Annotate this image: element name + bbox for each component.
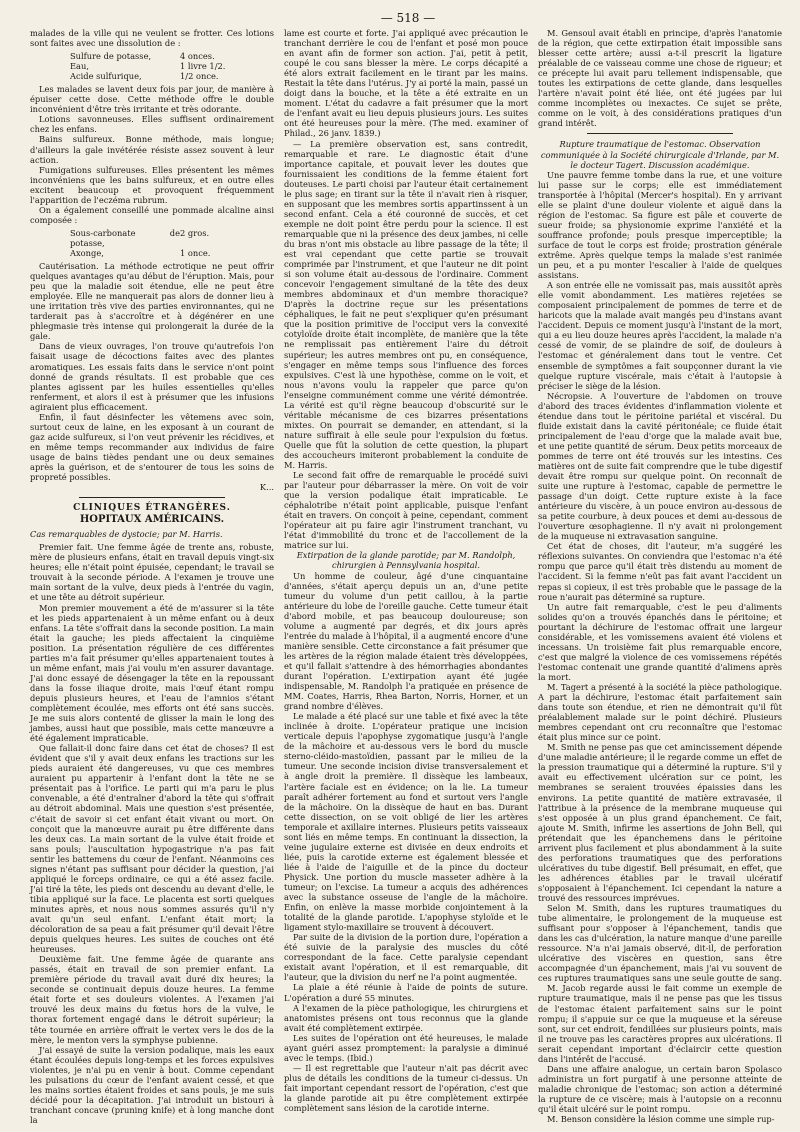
paragraph: Cet état de choses, dit l'auteur, m'a suggéré les réflexions suivantes. On conviendra que l'estomac n'a été rompu que parce qu'il était très distendu au moment de l'accident. Si la femme n'eût pas fait avant l'accident un repas si copieux, il est très probable que le passage de la roue n'aurait pas déterminé sa rupture. (538, 541, 782, 602)
paragraph: La plaie a été réunie à l'aide de points de suture. L'opération a duré 55 minutes. (284, 982, 528, 1003)
column-2 (284, 28, 528, 1125)
paragraph: Nécropsie. A l'ouverture de l'abdomen on trouve d'abord des traces évidentes d'inflammation violente et étendue dans tout le péritoine pariétal et viscéral. Du fluide existait dans la cavité péritonéale; ce fluide était principalement de l'eau d'orge que la malade avait bue, et une petite quantité de sérum. Deux petits morceaux de pommes de terre ont été trouvés sur les intestins. Ces matières ont de suite fait comprendre que le tube digestif devait être rompu sur quelque point. On reconnaît de suite une rupture à l'estomac, capable de permettre le passage d'un doigt. Cette rupture existe à la face antérieure du viscère, à un pouce environ au-dessous de sa petite courbure, à deux pouces et demi au-dessous de l'ouverture œsophagienne. Il n'y avait ni prolongement de la muqueuse ni extravasation sanguine. (538, 390, 782, 542)
paragraph: — Il est regrettable que l'auteur n'ait pas décrit avec plus de détails les conditions de la tumeur ci-dessus. Un fait important cependant ressort de l'opération, c'est que la glande parotide ait pu être complètement extirpée complètement sans lésion de la carotide interne. (284, 1062, 528, 1114)
paragraph: Les suites de l'opération ont été heureuses, le malade ayant guéri assez promptement: la paralysie a diminué avec le temps. (Ibid.) (284, 1032, 528, 1063)
divider (79, 497, 225, 498)
recipe-list (30, 51, 274, 81)
paragraph: Cautérisation. La méthode ectrotique ne peut offrir quelques avantages qu'au début de l'éruption. Mais, pour peu que la maladie soit étendue, elle ne peut être employée. Elle ne manquerait pas alors de donner lieu à une irritation très vive des parties environnantes, qui ne tarderait pas à s'accroître et à dégénérer en une phlegmasie très intense qui prolongerait la durée de la gale. (30, 261, 274, 342)
paragraph: Mon premier mouvement a été de m'assurer si la tête et les pieds appartenaient à un même enfant ou à deux enfans. La tête s'offrait dans la seconde position. La main était la gauche; les pieds affectaient la cinquième position. La présentation régulière de ces différentes parties m'a fait présumer qu'elles appartenaient toutes à un même enfant, mais j'ai voulu m'en assurer davantage. J'ai donc essayé de désengager la tête en la repoussant dans la fosse iliaque droite, mais l'œuf étant rompu depuis plusieurs heures, et l'eau de l'amnios s'étant complètement écoulée, mes efforts ont été sans succès. Je me suis alors contenté de glisser la main le long des jambes, aussi haut que possible, mais cette manœuvre a été également impraticable. (30, 602, 274, 744)
paragraph: malades de la ville qui ne veulent se frotter. Ces lotions sont faites avec une dissolution de : (30, 28, 274, 49)
paragraph: Deuxième fait. Une femme âgée de quarante ans passés, était en travail de son premier enfant. La première période du travail avait duré dix heures; la seconde se continuait depuis douze heures. La femme était forte et ses douleurs violentes. A l'examen j'ai trouvé les deux mains du fœtus hors de la vulve, le thorax fortement engagé dans le détroit supérieur; la tête tournée en arrière offrait le vertex vers le dos de la mère, le menton vers la symphyse pubienne. (30, 954, 274, 1045)
paragraph: M. Smith ne pense pas que cet amincissement dépende d'une maladie antérieure; il le regarde comme un effet de la pression traumatique qui a déterminé la rupture. S'il y avait eu effectivement ulcération sur ce point, les membranes se seraient trouvées épaissies dans les environs. La petite quantité de matière extravasée, il l'attribue à la présence de la membrane muqueuse qui s'est opposée à un plus grand épanchement. Ce fait, ajoute M. Smith, infirme les assertions de John Bell, qui prétendait que les épanchemens dans le péritoine arrivent plus facilement et plus abondamment à la suite des perforations traumatiques que des perforations ulcératives du tube digestif. Bell présumait, en effet, que les adhérences établies par le travail ulcératif s'opposaient à l'épanchement. Ici cependant la nature a trouvé des ressources imprévues. (538, 742, 782, 903)
paragraph: Premier fait. Une femme âgée de trente ans, robuste, mère de plusieurs enfans, était en travail depuis vingt-six heures; elle n'était point épuisée, cependant; le travail se trouvait à la seconde période. A l'examen je trouve une main sortant de la vulve, deux pieds à l'entrée du vagin, et une tête au détroit supérieur. (30, 542, 274, 603)
paragraph: Le malade a été placé sur une table et fixé avec la tête inclinée à droite. L'opérateur pratique une incision verticale depuis l'apophyse zygomatique jusqu'à l'angle de la mâchoire et au-dessous vers le bord du muscle sterno-cléido-mastoïdien, passant par le milieu de la tumeur. Une seconde incision divise transversalement et à angle droit la première. Il dissèque les lambeaux, l'artère faciale est en évidence; on la lie. La tumeur paraît adhérer fortement au fond et surtout vers l'angle de la mâchoire. On la dissèque de haut en bas. Durant cette dissection, on se voit obligé de lier les artères temporale et axillaire internes. Plusieurs petits vaisseaux sont liés en même temps. En continuant la dissection, la veine jugulaire externe est divisée en deux endroits et liée, puis la carotide externe est également blessée et liée à l'aide de l'aiguille et de la pince du docteur Physick. Une portion du muscle masseter adhère à la tumeur; on l'excise. La tumeur a acquis des adhérences avec la substance osseuse de l'angle de la mâchoire. Enfin, on enlève la masse morbide conjointement à la totalité de la glande parotide. L'apophyse styloïde et le ligament stylo-maxillaire se trouvent à découvert. (284, 711, 528, 933)
recipe-item: Sous-carbonate de potasse, 2 gros. (70, 227, 210, 248)
case-title: Cas remarquables de dystocie; par M. Harris. (30, 529, 223, 540)
recipe-item: Acide sulfurique, 1/2 once. (70, 71, 219, 82)
paragraph: Selon M. Smith, dans les ruptures traumatiques du tube alimentaire, le prolongement de la muqueuse est suffisant pour s'opposer à l'épanchement, tandis que dans les cas d'ulcération, la nature manque d'une pareille ressource. N'a n'ai jamais observé, dit-il, de perforation ulcérative des viscères en question, sans être accompagnée d'un épanchement, mais j'ai vu souvent de ces ruptures traumatiques sans une seule goutte de sang. (538, 903, 783, 984)
paragraph: M. Tagert a présenté à la société la pièce pathologique. A part la déchirure, l'estomac était parfaitement sain dans toute son étendue, et rien ne démontrait qu'il fût préalablement malade sur le point déchiré. Plusieurs membres cependant ont cru reconnaître que l'estomac était plus mince sur ce point. (538, 682, 782, 743)
section-subtitle: HOPITAUX AMÉRICAINS. (79, 514, 225, 526)
paragraph: A son entrée elle ne vomissait pas, mais aussitôt après elle vomit abondamment. Les matières rejetées se composaient principalement de pommes de terre et de haricots que la malade avait mangés peu d'instans avant l'accident. Depuis ce moment jusqu'à l'instant de la mort, qui a eu lieu douze heures après l'accident, la malade n'a cessé de vomir, de se plaindre de soif, de douleurs à l'estomac et généralement dans tout le ventre. Cet ensemble de symptômes a fait soupçonner durant la vie quelque rupture viscérale, mais c'était à l'autopsie à préciser le siège de la lésion. (538, 280, 782, 391)
paragraph: M. Benson considère la lésion comme une simple rup- (547, 1114, 775, 1125)
paragraph: Par suite de la division de la portion dure, l'opération a été suivie de la paralysie des muscles du côté correspondant de la face. Cette paralysie cependant existait avant l'opération, et il est remarquable, dit l'auteur, que la division du nerf ne l'a point augmentée. (284, 932, 528, 983)
case-title: Extirpation de la glande parotide; par M. Randolph, chirurgien à Pennsylvania hospital. (296, 550, 516, 571)
column-3 (538, 28, 782, 1125)
paragraph: Le second fait offre de remarquable le procédé suivi par l'auteur pour débarrasser la mère. On voit de voir que la version podalique était impraticable. Le céphalotribe n'était point applicable, puisque l'enfant était en travers. On conçoit à peine, cependant, comment l'opérateur ait pu faire agir l'instrument tranchant, vu l'état d'immobilité du tronc et de l'accollement de la matrice sur lui. (284, 470, 528, 551)
columns (30, 28, 786, 1125)
paragraph: — La première observation est, sans contredit, remarquable et rare. Le diagnostic était d'une importance capitale, et pouvait lever les doutes que fournissaient les conditions de la femme étaient fort douteuses. Le parti choisi par l'auteur était certainement le plus sage; en tirant sur la tête il n'avait rien à risquer, en supposant que les membres sortis appartinssent à un second enfant. Cela a été couronné de succès, et cet exemple ne doit point être perdu pour la science. Il est remarquable que ni la présence des deux jambes, ni celle du bras n'ont mis obstacle au libre passage de la tête; il est vrai cependant que cette partie se trouvait comprimée par l'instrument, et que l'auteur ne dit point si son volume était au-dessous de l'ordinaire. Comment concevoir l'engagement simultané de la tête des deux membres abdominaux et d'un membre thoracique? D'après la doctrine reçue sur les présentations céphaliques, le fait ne peut s'expliquer qu'en présumant que la position primitive de l'occiput vers la convexité cotyloïde droite était incomplète, de manière que la tête ne remplissait pas entièrement l'aire du détroit supérieur; les autres membres ont pu, en conséquence, s'engager en même temps sous l'influence des forces expulsives. C'est là une hypothèse, comme on le voit, et nous n'avons voulu la rappeler que parce qu'on l'enseigne communément comme une vérité démontrée. La vérité est qu'il règne beaucoup d'obscurité sur le véritable mécanisme de ces bizarres présentations mixtes. On pourrait se demander, en attendant, si la nature suffirait à elle seule pour l'expulsion du fœtus. Quelle que fût la solution de cette question, la plupart des accoucheurs imiteront probablement la conduite de M. Harris. (284, 138, 528, 471)
paragraph: M. Jacob regarde aussi le fait comme un exemple de rupture traumatique, mais il ne pense pas que les tissus de l'estomac étaient parfaitement sains sur le point rompu; il s'appuie sur ce que la muqueuse et la séreuse sont, sur cet endroit, fendillées sur plusieurs points, mais il ne trouve pas les caractères propres aux ulcérations. Il serait cependant important d'éclaircir cette question dans l'intérêt de l'accusé. (538, 983, 782, 1064)
paragraph: Que fallait-il donc faire dans cet état de choses? Il est évident que s'il y avait deux enfans les tractions sur les pieds auraient été dangereuses, vu que ces membres auraient pu appartenir à l'enfant dont la tête ne se présentait pas à l'orifice. Le parti qui m'a paru le plus convenable, a été d'entraîner d'abord la tête qui s'offrait au détroit abdominal. Mais une question s'est présentée, c'était de savoir si cet enfant était vivant ou mort. On conçoit que la manœuvre aurait pu être différente dans les deux cas. La main sortant de la vulve était froide et sans pouls; l'auscultation hypogastrique n'a pas fait sentir les battemens du cœur de l'enfant. Néanmoins ces signes n'étant pas suffisant pour décider la question, j'ai appliqué le forceps ordinaire, ce qui a été assez facile. J'ai tiré la tête, les pieds ont descendu au devant d'elle, le tibia appliqué sur la face. Le placenta est sorti quelques minutes après, et nous nous sommes assurés qu'il n'y avait qu'un seul enfant. L'enfant était mort; la décoloration de sa peau a fait présumer qu'il devait l'être depuis quelques heures. Les suites de couches ont été heureuses. (30, 743, 274, 955)
page-number: — 518 — (380, 11, 436, 25)
column-1 (30, 28, 274, 1125)
paragraph: Lotions savonneuses. Elles suffisent ordinairement chez les enfans. (30, 114, 274, 135)
paragraph: Enfin, il faut désinfecter les vêtemens avec soin, surtout ceux de laine, en les exposant à un courant de gaz acide sulfureux, si l'on veut prévenir les récidives, et en même temps recommander aux individus de faire usage de bains tièdes pendant une ou deux semaines après la guérison, et de s'entourer de tous les soins de propreté possibles. (30, 411, 274, 483)
recipe-list (30, 228, 274, 258)
paragraph: A l'examen de la pièce pathologique, les chirurgiens et anatomistes présens ont tous reconnus que la glande avait été complètement extirpée. (284, 1002, 528, 1033)
paragraph: Un autre fait remarquable, c'est le peu d'aliments solides qu'on a trouvés épanchés dans le péritoine; et pourtant la déchirure de l'estomac offrait une largeur considérable, et les vomissemens avaient été violens et incessans. Un troisième fait plus remarquable encore, c'est que malgré la violence de ces vomissemens répétés l'estomac contenait une grande quantité d'alimens après la mort. (538, 601, 782, 682)
paragraph: Fumigations sulfureuses. Elles présentent les mêmes inconvéniens que les bains sulfureux, et en outre elles excitent beaucoup et provoquent fréquemment l'apparition de l'eczéma rubrum. (30, 164, 274, 205)
paragraph: Bains sulfureux. Bonne méthode, mais longue; d'ailleurs la gale invétérée résiste assez souvent à leur action. (30, 134, 274, 165)
paragraph: Un homme de couleur, âgé d'une cinquantaine d'années, s'était aperçu depuis un an, d'une petite tumeur du volume d'un petit caillou, à la partie antérieure du lobe de l'oreille gauche. Cette tumeur était d'abord mobile, et pas beaucoup douloureuse; son volume a augmenté par degrés, et dix jours après l'entrée du malade à l'hôpital, il a augmenté encore d'une manière sensible. Cette circonstance a fait présumer que les artères de la région malade étaient très développées, et qu'il fallait s'attendre à des hémorrhagies abondantes durant l'opération. L'extirpation ayant été jugée indispensable, M. Randolph l'a pratiquée en présence de MM. Coates, Harris, Rhea Barton, Norris, Horner, et un grand nombre d'élèves. (284, 570, 528, 712)
divider (587, 133, 733, 134)
paragraph: Les malades se lavent deux fois par jour, de manière à épuiser cette dose. Cette méthode offre le double inconvénient d'être très irritante et très odorante. (30, 84, 274, 115)
section-title: CLINIQUES ÉTRANGÈRES. (73, 503, 231, 514)
paragraph: lame est courte et forte. J'ai appliqué avec précaution le tranchant derrière le cou de l'enfant et posé mon pouce en avant afin de former son action. J'ai, petit à petit, coupé le cou sans blesser la mère. Le corps décapité a été alors extrait facilement en le tirant par les mains. Restait la tête dans l'utérus. J'y ai porté la main, passé un doigt dans la bouche, et la tête a été extraite en un moment. L'état du cadavre a fait présumer que la mort de l'enfant avait eu lieu depuis plusieurs jours. Les suites ont été heureuses pour la mère. (The med. examiner of Philad., 26 janv. 1839.) (284, 28, 528, 139)
case-title: Rupture traumatique de l'estomac. Observation communiquée à la Société chirurgicale d'Irlande, par M. le docteur Tagert. Discussion académique. (540, 139, 780, 170)
paragraph: Dans de vieux ouvrages, l'on trouve qu'autrefois l'on faisait usage de décoctions faites avec des plantes aromatiques. Les essais faits dans le service n'ont point donné de grands résultats. Il est probable que ces plantes agissent par les huiles essentielles qu'elles renferment, et alors il est à présumer que les infusions agiraient plus efficacement. (30, 341, 274, 412)
recipe-item: Eau, 1 livre 1/2. (70, 61, 226, 72)
signature: K... (259, 482, 274, 493)
paragraph: M. Gensoul avait établi en principe, d'après l'anatomie de la région, que cette extirpation était impossible sans blesser cette artère; aussi a-t-il prescrit la ligature préalable de ce vaisseau comme une chose de rigueur; et ce précepte lui avait paru tellement indispensable, que toutes les extirpations de cette glande, dans lesquelles l'artère n'avait point été liée, ont été jugées par lui comme incomplètes ou inexactes. Ce sujet se prête, comme on le voit, à des considérations pratiques d'un grand intérêt. (538, 28, 782, 129)
recipe-item: Sulfure de potasse, 4 onces. (70, 51, 215, 62)
paragraph: On a également conseillé une pommade alcaline ainsi composée : (30, 204, 274, 225)
paragraph: Dans une affaire analogue, un certain baron Spolasco administra un fort purgatif à une personne atteinte de maladie chronique de l'estomac; son action a déterminé la rupture de ce viscère; mais à l'autopsie on a reconnu qu'il était ulcéré sur le point rompu. (538, 1063, 782, 1114)
recipe-item: Axonge, 1 once. (70, 247, 211, 258)
paragraph: J'ai essayé de suite la version podalique, mais les eaux étant écoulées depuis long-temps et les forces expulsives violentes, je n'ai pu en venir à bout. Comme cependant les pulsations du cœur de l'enfant avaient cessé, et que les mains sorties étaient froides et sans pouls, je me suis décidé pour la décapitation. J'ai introduit un bistouri à tranchant concave (pruning knife) et à long manche dont la (30, 1044, 274, 1125)
paragraph: Une pauvre femme tombe dans la rue, et une voiture lui passe sur le corps; elle est immédiatement transportée à l'hôpital (Mercer's hospital). En y arrivant elle se plaint d'une douleur violente et aiguë dans la région de l'estomac. Sa figure est pâle et couverte de sueur froide; sa physionomie exprime l'anxiété et la souffrance profonde; pouls presque imperceptible; la surface de tout le corps est froide; prostration générale extrême. Après quelque temps la malade s'est ranimée un peu, et a pu monter l'escalier à l'aide de quelques assistans. (538, 169, 782, 281)
